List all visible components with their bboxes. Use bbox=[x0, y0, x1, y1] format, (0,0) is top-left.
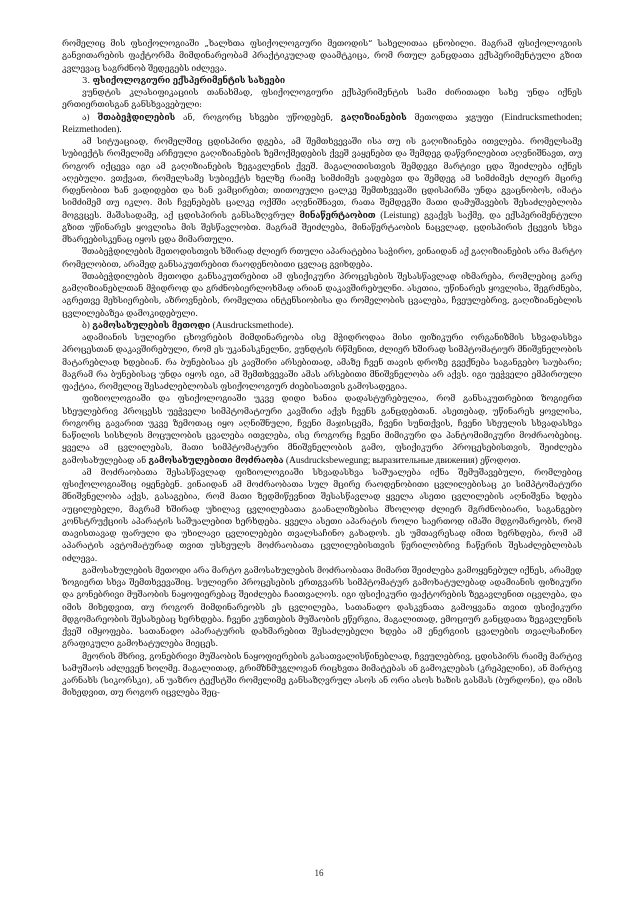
section-heading bbox=[62, 75, 582, 87]
paragraph-text: შთაბეჭდილების მეთოდი განსაკუთრებით ამ ფსიქიკური პროცესების შესასწავლად იხმარება, რომლებიც გარე გამღიზიანებლთან მჭიდროდ და გრძნობიერლოხმად არიან დაკავშირებულნი. ასეთია, უწინარეს ყოვლისა, შეგრძნება, აგრეთვე მეხსიერების, აზროვნების, რომელთა ინტენსიობისა და რომელობის ცვალება, ჩვეულებრივ, გაღიზიანებლის ცვლილებაზეა დამოკიდებული. bbox=[62, 271, 582, 319]
paragraph-text: ამ სიტუაციად, რომელშიც ცდისპირი დგება, ამ შემთხვევაში ისა თუ ის გაღიზიანება ითვლება. რომელსამე სუბიექტს რომელიმე არჩეული გაღიზიანების ზემოქმედების ქვეშ ვაყენებთ და შემდეგ დაწვრილებით აღვნიშნავთ, თუ როგორ იქცევა იგი ამ გაღიზიანების ზეგავლენის ქვეშ. მაგალითისთვის შემდეგი მარტივი ცდა შეიძლება იქნეს აღებული. ვთქვათ, რომელსამე სუბიექტს ხელზე რაიმე სიმძიმეს ვადებვთ და შემდეგ ამ სიმძიმეს ძლიერ მცირე რდენობით ხან ვადიდებთ და ხან ვამცირებთ; თითოეული ცალკე შემთხვევაში ცდისპირმა უნდა გვაცნობოს, იმატა სიმძიმემ თუ იკლო. მის ჩვენებებს ცალკე ოქმში აღვნიშნავთ, რათა შემდეგში მათი დამუშავების შესაძლებლობა მოგვცეს. მაშასადამე, აქ ცდისპირის განსაზღვრულ bbox=[62, 137, 582, 221]
paragraph bbox=[62, 565, 582, 651]
paragraph bbox=[62, 136, 582, 246]
paragraph-text: გამოსახულების მეთოდი არა მარტო გამოსახულების მოძრაობათა მიმართ შეიძლება გამოყენებულ იქნეს, არამედ ზოგიერთ სხვა შემთხვევაშიც. სულიერი პროცესების ერთგვარს სიმპტომატურ გამოხატულებად ადამიანის ფიზიკური და გონებრივი მუშაობის ნაყოფიერებაც შეიძლება ჩაითვალოს. იგი ფსიქიკური ფაქტორების ზეგავლენით იცვლება, და იმის მიხედვით, თუ როგორ მიმდინარეობს ეს ცვლილება, სათანადო დასკვნათა გამოყვანა თვით ფსიქიკური მდგომარეობის შესახებაც ხერხდება. ჩვენი კუნთების მუშაობის ეწერგია, მაგალითად, ემოციურ განცდათა ზეგავლენის ქვეშ იმყოფება. სათანადო აპარატურის დახმარებით შესაძლებელი ხდება ამ ენერგიის ცვალების თვალსაჩინო გრაფიკული გამოხატულება მიეცეს. bbox=[62, 565, 582, 650]
document-page bbox=[62, 38, 582, 864]
paragraph bbox=[62, 651, 582, 700]
subsection-marker: ა) bbox=[82, 112, 90, 123]
paragraph bbox=[62, 87, 582, 112]
section-title: ფსიქოლოგიური ექსპერიმენტის სახეები bbox=[92, 75, 286, 86]
paragraph bbox=[62, 332, 582, 393]
paragraph-text: მეთოდთა ჯგუფი bbox=[414, 112, 494, 123]
latin-term: (Leistung) bbox=[380, 209, 420, 221]
paragraph-text: შთაბეჭდილების მეთოდისთვის ხშირად ძლიერ რთული აპარატებია საჭირო, ვინაიდან აქ გაღიზიანების არა მარტო რომელობით, არამედ განსაკუთრებით რაოდენობითი ცვლაც გვიხდება. bbox=[62, 247, 582, 270]
paragraph-text: ვუნდტის კლასიფიკაციის თანახმად, ფსიქოლოგიური ექსპერიმენტის სამი ძირითადი სახე უნდა იქნეს ერთიერთისგან განსხვავებული: bbox=[62, 88, 582, 111]
paragraph-text: ან, როგორც სხვები უწოდებენ, bbox=[182, 112, 334, 123]
subsection-b bbox=[62, 320, 582, 332]
page-number: 16 bbox=[314, 868, 324, 878]
paragraph bbox=[62, 38, 582, 75]
paragraph-text: გვაქვს საქმე, და ექსპერიმენტული გზით უწინარეს ყოვლისა მის შესწავლობთ. მაგრამ შეიძლება, მინაწერტაობის ნაცვლად, ცდისპირის ქცევის სხვა მხარეებისკენაც იყოს ცდა მიმართული. bbox=[62, 210, 582, 245]
latin-term: (Ausdrucksmethode). bbox=[212, 319, 294, 331]
paragraph-text: ადამიანის სულიერი ცხოვრების მიმდინარეობა ისე მჭიდროდაა მისი ფიზიკური ორგანიზმის სხვადასხვა პროცესთან დაკავშირებული, რომ ეს უკანასკნელნი, ვუნდტის რწმენით, ძლიერ ხშირად სიმპტომატიურ მნიშვნელობის მატარებლად ხდებიან. რა ბუნებისაა ეს კავშირი არსებითად, ამაზე ჩვენ თავის დროზე გვექნება საგანგებო საუბარი; მაგრამ რა ბუნებისაც უნდა იყოს იგი, ამ შემთხვევაში ამას არსებითი მნიშვნელობა არ აქვს. იგი უეჭველი ემპირიული ფაქტია, რომელიც შესაძლებლობას ფსიქოლოგიურ ძიებისათვის გამოსადეგია. bbox=[62, 333, 582, 392]
paragraph bbox=[62, 467, 582, 565]
term-expression-method: გამოსახულების მეთოდი bbox=[92, 320, 211, 331]
term-irritation: გაღიზიანების bbox=[340, 112, 407, 123]
paragraph bbox=[62, 271, 582, 320]
paragraph-text: ეწოდოთ. bbox=[480, 455, 521, 466]
subsection-marker: ბ) bbox=[82, 320, 91, 331]
paragraph-text: მეორის მხრივ, გონებრივი მუშაობის ნაყოფიერების გასათვალისწინებლად, ჩვეულებრივ, ცდისპირს რაიმე მარტივ სამუშაოს აძლევენ ხოლმე. მაგალითად, გრიმზნმუგლოვან რიცხვთა მიმატებას ან გამოკლებას (კრეპელინი), ან მარტივ კარნახს (სიკორსკი), ან უაზრო ტექსტში რომელიმე განსაზღვრულ ასოს ან ორი ასოს ხაზის გასმას (ბურდონი), და იმის მიხედვით, თუ როგორ იცვლება შეც- bbox=[62, 651, 582, 699]
latin-term: (Eindrucksmethoden; Reizmethoden). bbox=[62, 111, 582, 135]
paragraph bbox=[62, 393, 582, 467]
term-expressive-movement: გამოსახულებითი მოძრაობა bbox=[148, 455, 284, 466]
term-impression: შთაბეჭდილების bbox=[97, 112, 176, 123]
term-performance: მინაწერტაობით bbox=[299, 210, 376, 221]
paragraph-text: ამ მოძრაობათა შესასწავლად ფიზიოლოგიაში სხვადასხვა საშუალება იქნა შემუშავებული, რომლებიც ფსიქოლოგიაშიც იყენებენ. ვინაიდან ამ მოძრაობათა სულ მცირე რაოდენობითი ცვლილებისაც კი სიმპტომატური მნიშვნელობა აქვს, გასაგებია, რომ მათი ზედმიწევნით შესასწავლად ყველა ასეთი ცვლილების აღნიშვნა ხდება აუცილებელი, მაგრამ ხშირად უხილავ ცვლილებათა გაანალიზებისა მხოლოდ ძლიერ მგრძნობიარი, საგანგებო კონსტრუქციის აპარატის საშუალებით ხერხდება. ყველა ასეთი აპარატის როლი საერთოდ იმაში მდგომარეობს, რომ თავისთავად ფარული და უხილავი ცვლილებები თვალსაჩინო გახადოს. ეს უმთავრესად იმით ხერხდება, რომ ამ აპარატის ავტომატურად თვით უსხეულს მოძრაობათა ცვლილებისთვის წერილობრივ ჩაწერის შესაძლებლობას იძლევა. bbox=[62, 467, 582, 564]
paragraph bbox=[62, 246, 582, 271]
latin-term: (Ausdrucksbewegung; выразительные движения) bbox=[285, 454, 478, 466]
subsection-a bbox=[62, 112, 582, 137]
paragraph-text: ფიზიოლოგიაში და ფსიქოლოგიაში უკვე დიდი ხანია დადასტურებულია, რომ განსაკუთრებით ზოგიერთ სხეულებრივ პროცესს უეჭველი სიმპტომატიური კავშირი აქვს ჩვენს განცდებთან. ასეთებად, უწინარეს ყოვლისა, როგორც გავარით უკვე ზემოთაც იყო აღნიშნული, ჩვენი მაჯისცემა, ჩვენი სუნთქვის, ჩვენი სხეულის სხვადასხვა ნაწილის სისხლის მოცულობის ცვალება ითვლება, ისე როგორც ჩვენი მიმიკური და პანტომიმიკური მოძრაობებიც. ყველა ამ ცვლილებას, მათი სიმპტომატური მნიშვნელობის გამო, ფსიქიკური პროცესებისთვის, შეიძლება გამოსახულებად ან bbox=[62, 394, 582, 466]
document-body bbox=[62, 38, 582, 700]
section-number: 3. bbox=[82, 75, 90, 86]
paragraph-text: რომელიც მის ფსიქოლოგიაში „ხალხთა ფსიქოლოგიური მეთოდის“ სახელითაა ცნობილი. მაგრამ ფსიქოლოგიის განვითარების ფაქტორმა მიმდინარეობამ პრაქტიკულად დაამტკიცა, რომ რთულ განცდათა ექსპერიმენტული გზით კვლევაც საგრძნობ შედეგებს იძლევა. bbox=[62, 39, 582, 74]
